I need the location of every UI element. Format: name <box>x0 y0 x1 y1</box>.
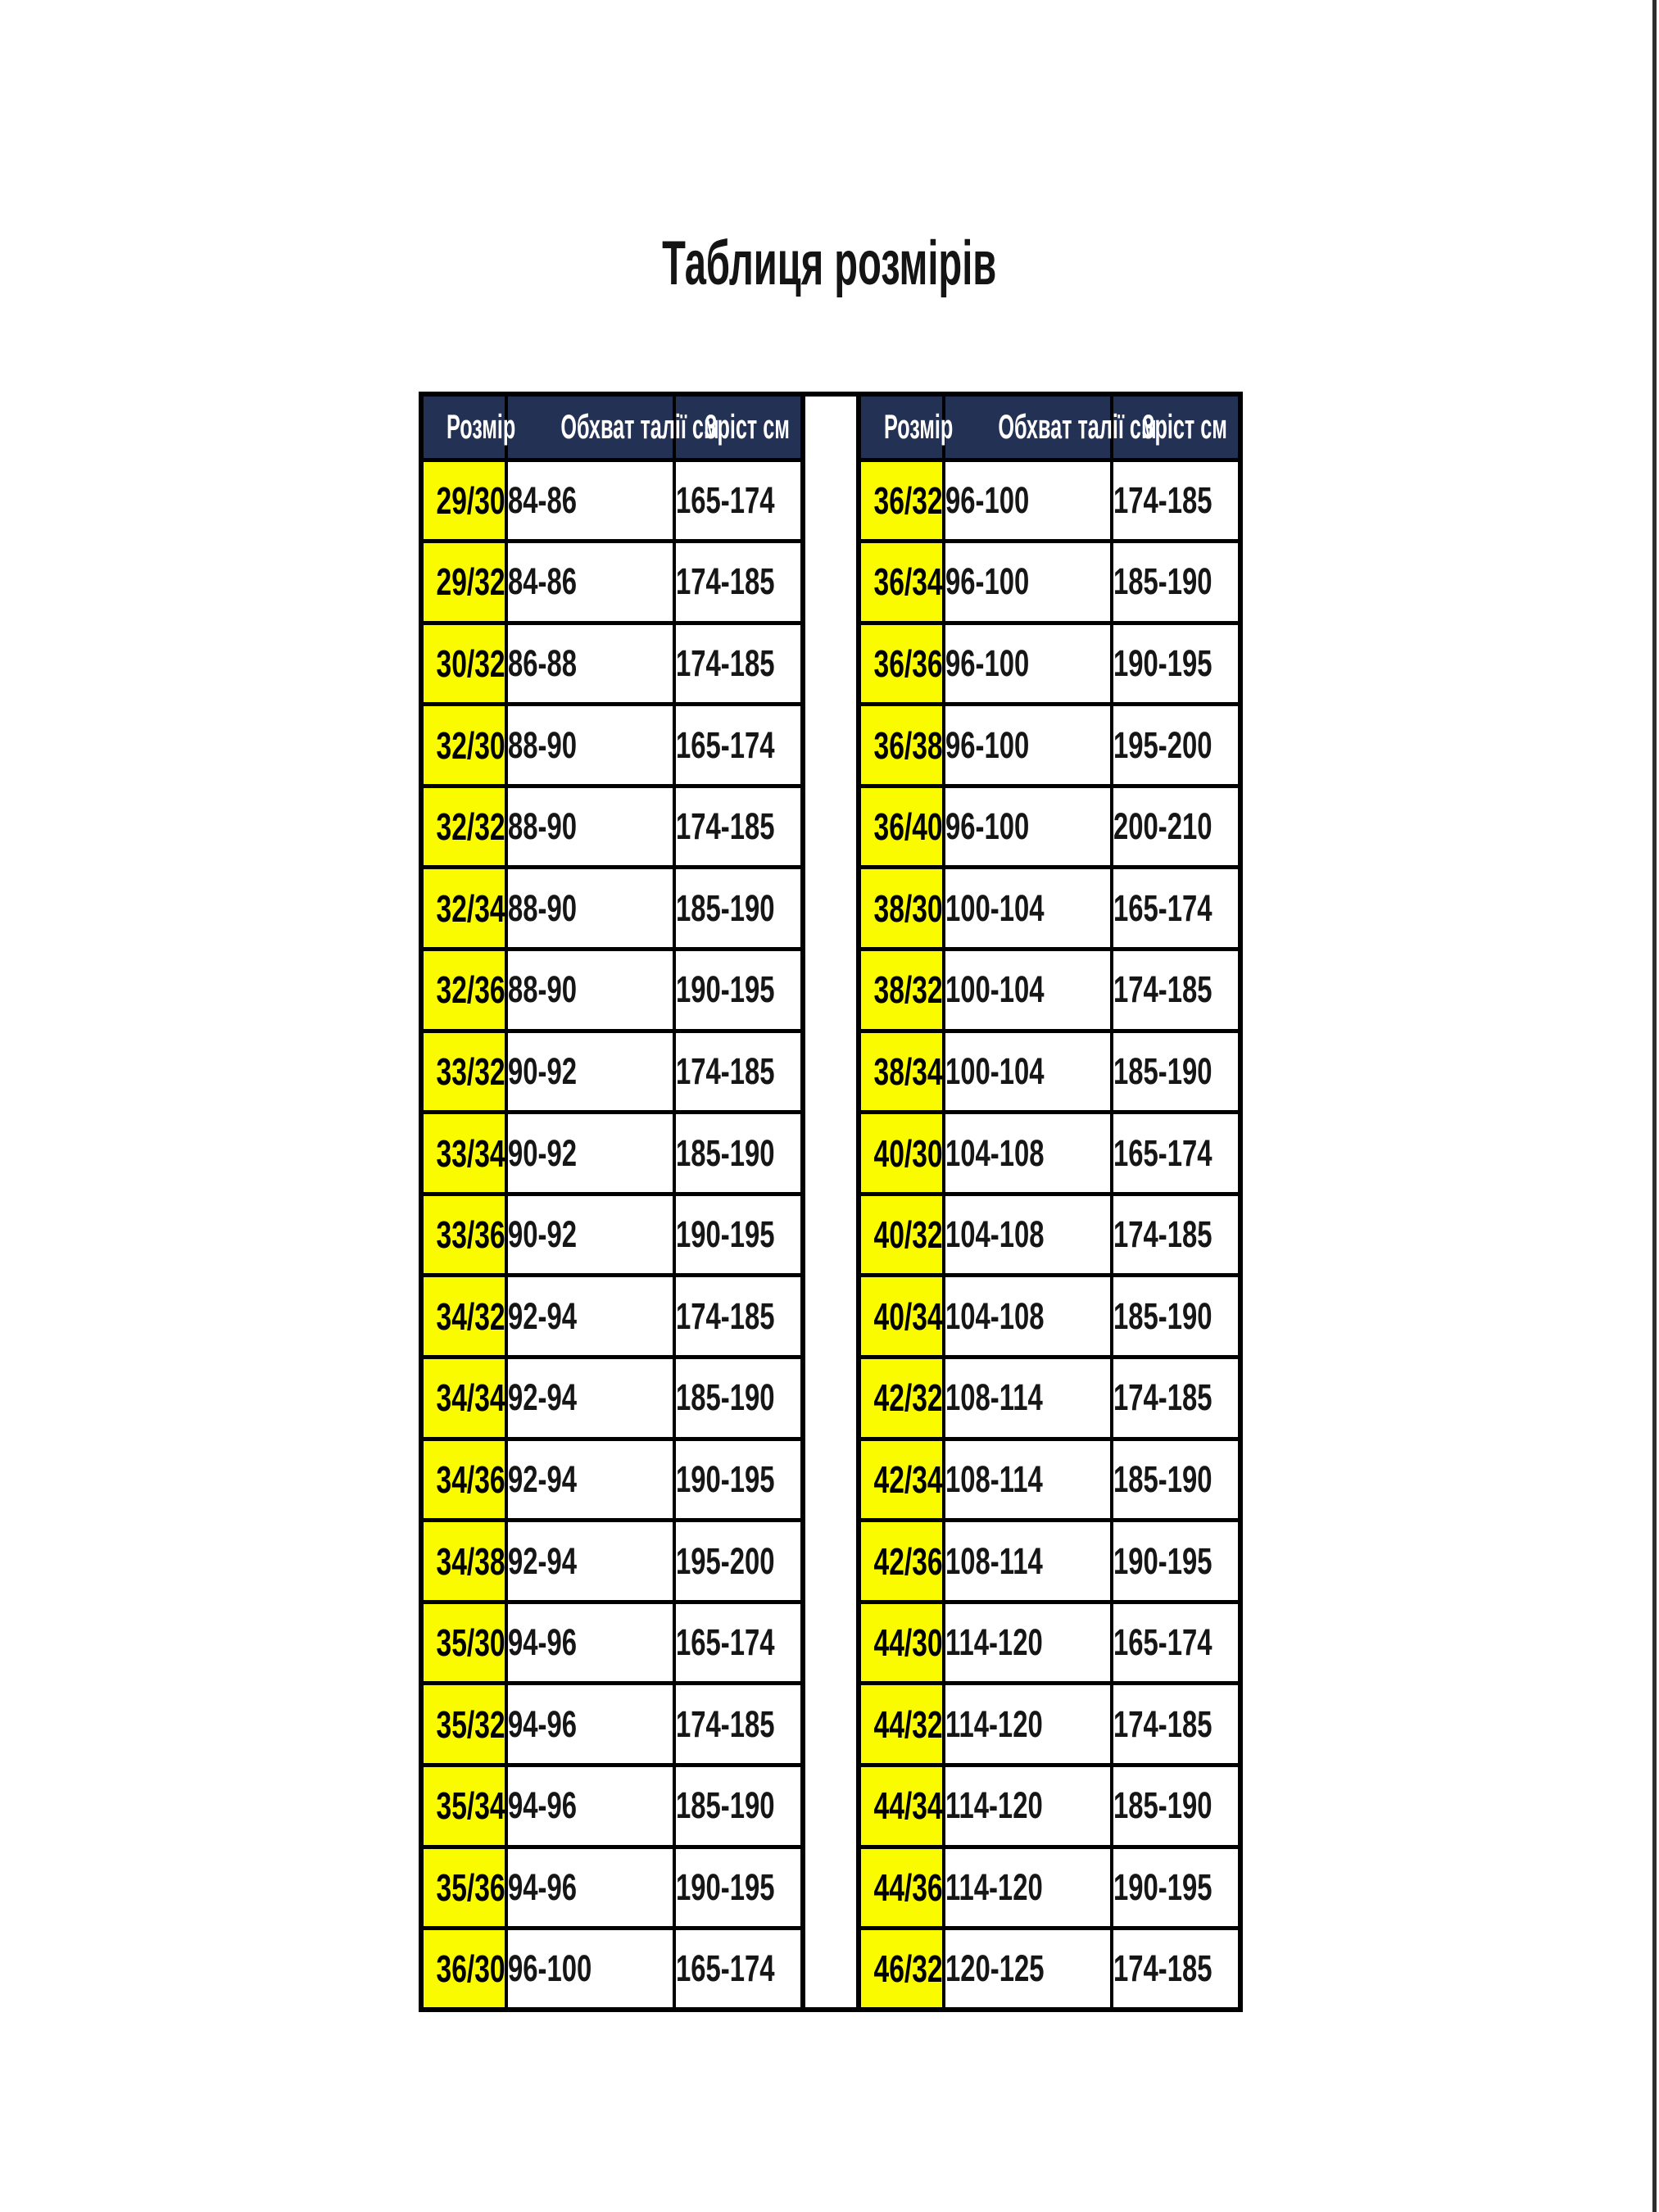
waist-value: 114-120 <box>945 1621 1043 1664</box>
size-value: 33/34 <box>436 1131 505 1175</box>
size-value: 44/34 <box>873 1784 943 1828</box>
size-cell <box>859 868 944 950</box>
size-value: 36/32 <box>873 478 943 522</box>
size-value: 34/32 <box>436 1294 505 1338</box>
size-value: 40/30 <box>873 1131 943 1175</box>
waist-value: 94-96 <box>508 1702 578 1745</box>
table-row <box>421 542 803 623</box>
height-cell <box>1112 1358 1240 1439</box>
waist-value: 84-86 <box>508 478 578 521</box>
height-value: 190-195 <box>1113 1539 1213 1582</box>
size-cell <box>859 1847 944 1929</box>
header-waist <box>506 394 719 460</box>
table-row <box>421 786 803 868</box>
waist-value: 114-120 <box>945 1702 1043 1745</box>
waist-value: 90-92 <box>508 1213 578 1256</box>
size-value: 34/34 <box>436 1376 505 1420</box>
right-table-body <box>859 460 1240 2010</box>
size-value: 42/34 <box>873 1457 943 1501</box>
height-cell <box>674 1194 803 1276</box>
height-cell <box>1112 1113 1240 1194</box>
waist-cell <box>944 460 1112 542</box>
table-row <box>859 1276 1240 1358</box>
size-value: 38/34 <box>873 1049 943 1093</box>
size-value: 35/34 <box>436 1784 505 1828</box>
size-cell <box>859 1929 944 2010</box>
size-cell <box>859 1602 944 1684</box>
height-cell <box>1112 1602 1240 1684</box>
height-value: 174-185 <box>1113 1702 1213 1745</box>
table-row <box>859 868 1240 950</box>
size-cell <box>421 1521 506 1602</box>
size-value: 35/32 <box>436 1702 505 1746</box>
table-row <box>859 1766 1240 1847</box>
size-tables <box>419 392 1243 2012</box>
size-value: 42/32 <box>873 1376 943 1420</box>
size-cell <box>859 705 944 786</box>
waist-value: 88-90 <box>508 968 578 1011</box>
height-value: 185-190 <box>676 1376 775 1419</box>
height-cell <box>674 460 803 542</box>
table-row <box>421 1684 803 1766</box>
height-cell <box>1112 950 1240 1031</box>
table-row <box>421 868 803 950</box>
header-waist <box>944 394 1157 460</box>
height-value: 165-174 <box>1113 1131 1213 1174</box>
waist-value: 88-90 <box>508 805 578 848</box>
table-row <box>421 1113 803 1194</box>
height-cell <box>1112 1276 1240 1358</box>
waist-cell <box>506 1766 674 1847</box>
height-value: 195-200 <box>676 1539 775 1582</box>
size-cell <box>421 542 506 623</box>
header-height-label: Зріст см <box>704 407 790 446</box>
table-row <box>859 1929 1240 2010</box>
waist-value: 92-94 <box>508 1376 578 1419</box>
waist-cell <box>944 1929 1112 2010</box>
size-value: 34/38 <box>436 1539 505 1583</box>
size-cell <box>859 1358 944 1439</box>
height-cell <box>674 1113 803 1194</box>
waist-value: 104-108 <box>945 1213 1045 1256</box>
height-cell <box>674 786 803 868</box>
size-value: 32/34 <box>436 886 505 930</box>
waist-cell <box>506 1276 674 1358</box>
height-value: 165-174 <box>676 1621 775 1664</box>
height-value: 174-185 <box>676 1294 775 1337</box>
height-cell <box>674 868 803 950</box>
size-cell <box>859 623 944 705</box>
size-cell <box>421 1439 506 1521</box>
waist-value: 94-96 <box>508 1865 578 1908</box>
waist-cell <box>944 1847 1112 1929</box>
table-row <box>859 1521 1240 1602</box>
header-size <box>859 394 954 460</box>
size-value: 32/36 <box>436 968 505 1012</box>
height-value: 185-190 <box>1113 1294 1213 1337</box>
height-value: 185-190 <box>676 886 775 929</box>
header-row <box>421 394 803 460</box>
waist-value: 114-120 <box>945 1784 1043 1827</box>
waist-cell <box>944 786 1112 868</box>
size-cell <box>421 1929 506 2010</box>
size-value: 32/32 <box>436 805 505 849</box>
waist-value: 94-96 <box>508 1784 578 1827</box>
table-row <box>421 1276 803 1358</box>
table-row <box>421 1929 803 2010</box>
waist-cell <box>506 868 674 950</box>
size-table-right <box>856 392 1243 2012</box>
scan-edge-line <box>1652 0 1657 2212</box>
size-value: 40/32 <box>873 1213 943 1257</box>
waist-value: 96-100 <box>945 478 1030 521</box>
height-cell <box>674 1929 803 2010</box>
size-value: 34/36 <box>436 1457 505 1501</box>
height-cell <box>674 705 803 786</box>
waist-value: 92-94 <box>508 1294 578 1337</box>
table-row <box>421 1358 803 1439</box>
height-value: 185-190 <box>676 1131 775 1174</box>
height-cell <box>674 1766 803 1847</box>
height-value: 174-185 <box>1113 1947 1213 1990</box>
table-row <box>859 1194 1240 1276</box>
size-value: 33/36 <box>436 1213 505 1257</box>
height-value: 174-185 <box>1113 478 1213 521</box>
height-value: 174-185 <box>676 560 775 603</box>
waist-value: 90-92 <box>508 1049 578 1092</box>
size-cell <box>859 1766 944 1847</box>
height-value: 174-185 <box>676 641 775 684</box>
waist-cell <box>944 542 1112 623</box>
height-cell <box>674 623 803 705</box>
waist-value: 84-86 <box>508 560 578 603</box>
size-value: 36/36 <box>873 641 943 685</box>
height-value: 185-190 <box>1113 1457 1213 1500</box>
size-value: 44/30 <box>873 1621 943 1665</box>
size-value: 29/30 <box>436 478 505 522</box>
size-value: 35/30 <box>436 1621 505 1665</box>
height-value: 185-190 <box>1113 1049 1213 1092</box>
height-value: 174-185 <box>1113 968 1213 1011</box>
height-value: 174-185 <box>1113 1376 1213 1419</box>
height-value: 174-185 <box>676 1702 775 1745</box>
height-value: 185-190 <box>1113 1784 1213 1827</box>
waist-value: 108-114 <box>945 1539 1043 1582</box>
waist-cell <box>944 1031 1112 1113</box>
table-row <box>421 1031 803 1113</box>
size-table-left <box>419 392 805 2012</box>
waist-cell <box>944 1766 1112 1847</box>
table-row <box>859 950 1240 1031</box>
waist-cell <box>506 1847 674 1929</box>
waist-cell <box>944 1194 1112 1276</box>
height-cell <box>1112 1684 1240 1766</box>
waist-value: 120-125 <box>945 1947 1045 1990</box>
waist-value: 114-120 <box>945 1865 1043 1908</box>
height-cell <box>1112 460 1240 542</box>
height-value: 165-174 <box>676 478 775 521</box>
size-cell <box>421 1194 506 1276</box>
size-value: 33/32 <box>436 1049 505 1093</box>
table-row <box>859 623 1240 705</box>
waist-value: 88-90 <box>508 886 578 929</box>
size-cell <box>421 1113 506 1194</box>
waist-cell <box>506 623 674 705</box>
size-cell <box>859 1031 944 1113</box>
waist-cell <box>944 1684 1112 1766</box>
height-cell <box>1112 1521 1240 1602</box>
table-row <box>421 1847 803 1929</box>
waist-cell <box>944 868 1112 950</box>
height-value: 165-174 <box>676 723 775 766</box>
size-cell <box>859 542 944 623</box>
height-cell <box>674 1602 803 1684</box>
table-gap <box>805 392 856 2012</box>
waist-value: 92-94 <box>508 1457 578 1500</box>
size-cell <box>859 1439 944 1521</box>
header-waist-label: Обхват талії см <box>560 407 719 446</box>
height-value: 174-185 <box>676 805 775 848</box>
waist-cell <box>506 950 674 1031</box>
waist-cell <box>506 542 674 623</box>
height-cell <box>674 1358 803 1439</box>
table-row <box>859 542 1240 623</box>
size-value: 35/36 <box>436 1865 505 1909</box>
waist-value: 100-104 <box>945 968 1045 1011</box>
height-value: 174-185 <box>1113 1213 1213 1256</box>
height-cell <box>674 1031 803 1113</box>
size-value: 36/40 <box>873 805 943 849</box>
height-value: 190-195 <box>676 1457 775 1500</box>
size-value: 36/38 <box>873 723 943 767</box>
table-row <box>421 460 803 542</box>
waist-cell <box>506 1194 674 1276</box>
waist-value: 108-114 <box>945 1457 1043 1500</box>
table-row <box>421 1602 803 1684</box>
waist-cell <box>944 1276 1112 1358</box>
height-cell <box>674 1276 803 1358</box>
waist-value: 90-92 <box>508 1131 578 1174</box>
table-row <box>859 1847 1240 1929</box>
table-row <box>421 950 803 1031</box>
table-row <box>421 1521 803 1602</box>
size-cell <box>421 460 506 542</box>
height-value: 190-195 <box>1113 641 1213 684</box>
waist-cell <box>944 623 1112 705</box>
size-cell <box>421 868 506 950</box>
waist-cell <box>944 1602 1112 1684</box>
size-cell <box>421 1766 506 1847</box>
waist-value: 92-94 <box>508 1539 578 1582</box>
waist-cell <box>506 460 674 542</box>
height-cell <box>1112 1766 1240 1847</box>
waist-value: 100-104 <box>945 1049 1045 1092</box>
size-cell <box>859 950 944 1031</box>
height-value: 165-174 <box>1113 886 1213 929</box>
table-row <box>421 1766 803 1847</box>
size-cell <box>859 1194 944 1276</box>
height-cell <box>674 950 803 1031</box>
table-row <box>421 1439 803 1521</box>
size-cell <box>859 460 944 542</box>
waist-cell <box>506 1439 674 1521</box>
waist-cell <box>506 1602 674 1684</box>
height-value: 190-195 <box>676 968 775 1011</box>
height-cell <box>1112 623 1240 705</box>
waist-value: 88-90 <box>508 723 578 766</box>
header-row <box>859 394 1240 460</box>
waist-cell <box>944 1521 1112 1602</box>
size-value: 44/36 <box>873 1865 943 1909</box>
height-value: 185-190 <box>676 1784 775 1827</box>
waist-cell <box>944 1358 1112 1439</box>
height-value: 174-185 <box>676 1049 775 1092</box>
height-cell <box>674 1521 803 1602</box>
header-size-label: Розмір <box>884 407 954 446</box>
size-value: 44/32 <box>873 1702 943 1746</box>
size-value: 38/30 <box>873 886 943 930</box>
waist-value: 100-104 <box>945 886 1045 929</box>
waist-value: 96-100 <box>945 805 1030 848</box>
header-size-label: Розмір <box>446 407 516 446</box>
size-cell <box>421 623 506 705</box>
size-cell <box>421 1276 506 1358</box>
waist-value: 96-100 <box>508 1947 592 1990</box>
waist-cell <box>506 1113 674 1194</box>
table-row <box>859 705 1240 786</box>
size-value: 38/32 <box>873 968 943 1012</box>
size-value: 30/32 <box>436 641 505 685</box>
height-value: 190-195 <box>676 1213 775 1256</box>
table-row <box>421 705 803 786</box>
waist-cell <box>506 1031 674 1113</box>
size-cell <box>421 705 506 786</box>
size-value: 32/30 <box>436 723 505 767</box>
size-cell <box>421 1358 506 1439</box>
waist-cell <box>944 705 1112 786</box>
height-cell <box>1112 1847 1240 1929</box>
waist-cell <box>506 1929 674 2010</box>
height-value: 165-174 <box>676 1947 775 1990</box>
header-size <box>421 394 516 460</box>
height-value: 190-195 <box>1113 1865 1213 1908</box>
size-cell <box>859 1684 944 1766</box>
size-cell <box>859 1276 944 1358</box>
size-cell <box>421 1684 506 1766</box>
table-row <box>859 1031 1240 1113</box>
table-row <box>859 1602 1240 1684</box>
waist-cell <box>506 705 674 786</box>
waist-value: 104-108 <box>945 1131 1045 1174</box>
size-cell <box>421 950 506 1031</box>
size-cell <box>859 1521 944 1602</box>
waist-value: 96-100 <box>945 560 1030 603</box>
height-value: 190-195 <box>676 1865 775 1908</box>
height-cell <box>674 1684 803 1766</box>
height-value: 165-174 <box>1113 1621 1213 1664</box>
header-height-label: Зріст см <box>1141 407 1227 446</box>
waist-cell <box>944 1439 1112 1521</box>
height-cell <box>1112 1439 1240 1521</box>
waist-cell <box>506 1521 674 1602</box>
height-cell <box>1112 786 1240 868</box>
table-row <box>859 1358 1240 1439</box>
height-value: 200-210 <box>1113 805 1213 848</box>
height-cell <box>1112 868 1240 950</box>
waist-cell <box>506 1684 674 1766</box>
height-cell <box>1112 1929 1240 2010</box>
height-cell <box>1112 1031 1240 1113</box>
size-value: 29/32 <box>436 560 505 604</box>
waist-cell <box>506 1358 674 1439</box>
size-value: 36/30 <box>436 1947 505 1991</box>
size-cell <box>421 1031 506 1113</box>
waist-value: 104-108 <box>945 1294 1045 1337</box>
size-value: 46/32 <box>873 1947 943 1991</box>
table-row <box>421 623 803 705</box>
table-row <box>859 1684 1240 1766</box>
size-cell <box>859 1113 944 1194</box>
waist-cell <box>506 786 674 868</box>
height-cell <box>674 542 803 623</box>
size-cell <box>421 1847 506 1929</box>
table-row <box>859 460 1240 542</box>
table-row <box>859 786 1240 868</box>
height-cell <box>674 1439 803 1521</box>
page-title <box>0 229 1659 298</box>
header-waist-label: Обхват талії см <box>998 407 1157 446</box>
waist-value: 94-96 <box>508 1621 578 1664</box>
waist-cell <box>944 1113 1112 1194</box>
waist-value: 86-88 <box>508 641 578 684</box>
waist-value: 96-100 <box>945 723 1030 766</box>
size-value: 36/34 <box>873 560 943 604</box>
size-cell <box>859 786 944 868</box>
size-value: 40/34 <box>873 1294 943 1338</box>
table-row <box>421 1194 803 1276</box>
height-cell <box>674 1847 803 1929</box>
page-title-text: Таблиця розмірів <box>662 229 997 298</box>
height-cell <box>1112 705 1240 786</box>
size-value: 42/36 <box>873 1539 943 1583</box>
height-cell <box>1112 1194 1240 1276</box>
waist-cell <box>944 950 1112 1031</box>
waist-value: 96-100 <box>945 641 1030 684</box>
height-cell <box>1112 542 1240 623</box>
left-table-body <box>421 460 803 2010</box>
height-value: 195-200 <box>1113 723 1213 766</box>
height-value: 185-190 <box>1113 560 1213 603</box>
size-cell <box>421 1602 506 1684</box>
table-row <box>859 1113 1240 1194</box>
table-row <box>859 1439 1240 1521</box>
size-cell <box>421 786 506 868</box>
waist-value: 108-114 <box>945 1376 1043 1419</box>
